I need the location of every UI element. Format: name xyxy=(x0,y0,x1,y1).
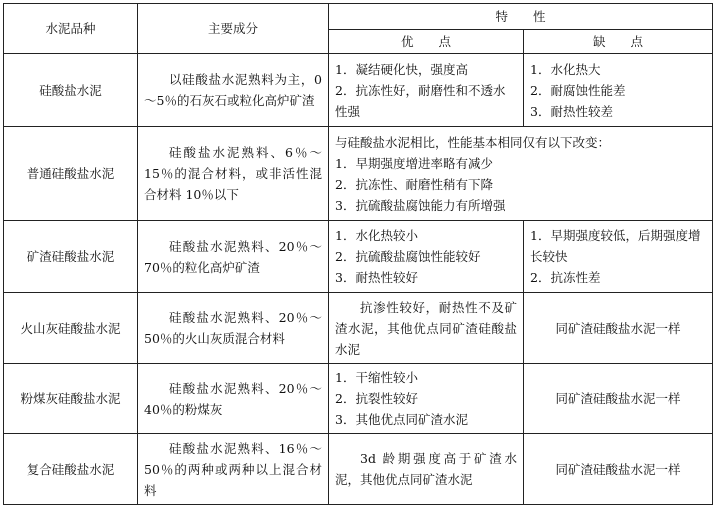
disadvantages-text: 同矿渣硅酸盐水泥一样 xyxy=(524,293,713,364)
list-item: 1．凝结硬化快，强度高 xyxy=(335,61,468,77)
list-item: 1．干缩性较小 xyxy=(335,370,418,385)
advantages-text: 抗渗性较好，耐热性不及矿渣水泥，其他优点同矿渣硅酸盐水泥 xyxy=(329,293,524,364)
table-row xyxy=(4,54,713,127)
header-variety: 水泥品种 xyxy=(4,4,138,54)
cement-name: 矿渣硅酸盐水泥 xyxy=(4,221,138,293)
list-item: 1．早期强度增进率略有减少 xyxy=(335,155,493,171)
list-item: 2．抗冻性好，耐磨性和不透水性强 xyxy=(335,82,506,119)
list-item: 2．抗冻性、耐磨性稍有下降 xyxy=(335,176,493,192)
cement-name: 粉煤灰硅酸盐水泥 xyxy=(4,364,138,434)
header-properties: 特 性 xyxy=(329,4,713,30)
merged-intro: 与硅酸盐水泥相比，性能基本相同仅有以下改变： xyxy=(335,134,611,150)
list-item: 3．耐热性较差 xyxy=(530,103,613,119)
composition-text: 硅酸盐水泥熟料、6％～15％的混合材料，或非活性混合材料 10％以下 xyxy=(138,127,329,221)
table-row xyxy=(4,364,713,434)
table-row xyxy=(4,221,713,293)
composition-text: 以硅酸盐水泥熟料为主，0～5％的石灰石或粒化高炉矿渣 xyxy=(138,54,329,127)
list-item: 2．抗硫酸盐腐蚀性能较好 xyxy=(335,249,481,264)
disadvantages-text: 同矿渣硅酸盐水泥一样 xyxy=(524,364,713,434)
list-item: 3．耐热性较好 xyxy=(335,270,418,285)
composition-text: 硅酸盐水泥熟料、16％～50％的两种或两种以上混合材料 xyxy=(138,434,329,505)
cement-name: 复合硅酸盐水泥 xyxy=(4,434,138,505)
header-disadvantages: 缺 点 xyxy=(524,30,713,54)
table-row xyxy=(4,127,713,221)
list-item: 2．耐腐蚀性能差 xyxy=(530,82,626,98)
list-item: 3．其他优点同矿渣水泥 xyxy=(335,412,468,427)
merged-properties xyxy=(329,127,713,221)
list-item: 1．早期强度较低，后期强度增长较快 xyxy=(530,228,701,264)
advantages-text: 3d 龄期强度高于矿渣水泥，其他优点同矿渣水泥 xyxy=(329,434,524,505)
cement-name: 硅酸盐水泥 xyxy=(4,54,138,127)
advantages-list xyxy=(329,54,524,127)
list-item: 1．水化热大 xyxy=(530,61,601,77)
cement-name: 普通硅酸盐水泥 xyxy=(4,127,138,221)
disadvantages-list xyxy=(524,221,713,293)
header-advantages: 优 点 xyxy=(329,30,524,54)
advantages-list xyxy=(329,364,524,434)
list-item: 3．抗硫酸盐腐蚀能力有所增强 xyxy=(335,197,506,213)
disadvantages-list xyxy=(524,54,713,127)
composition-text: 硅酸盐水泥熟料、20％～50％的火山灰质混合材料 xyxy=(138,293,329,364)
cement-comparison-table xyxy=(3,3,713,505)
list-item: 2．抗冻性差 xyxy=(530,270,601,285)
disadvantages-text: 同矿渣硅酸盐水泥一样 xyxy=(524,434,713,505)
header-composition: 主要成分 xyxy=(138,4,329,54)
list-item: 2．抗裂性较好 xyxy=(335,391,418,406)
table-row xyxy=(4,293,713,364)
composition-text: 硅酸盐水泥熟料、20％～40％的粉煤灰 xyxy=(138,364,329,434)
list-item: 1．水化热较小 xyxy=(335,228,418,243)
table-row xyxy=(4,434,713,505)
advantages-list xyxy=(329,221,524,293)
composition-text: 硅酸盐水泥熟料、20％～70％的粒化高炉矿渣 xyxy=(138,221,329,293)
cement-name: 火山灰硅酸盐水泥 xyxy=(4,293,138,364)
